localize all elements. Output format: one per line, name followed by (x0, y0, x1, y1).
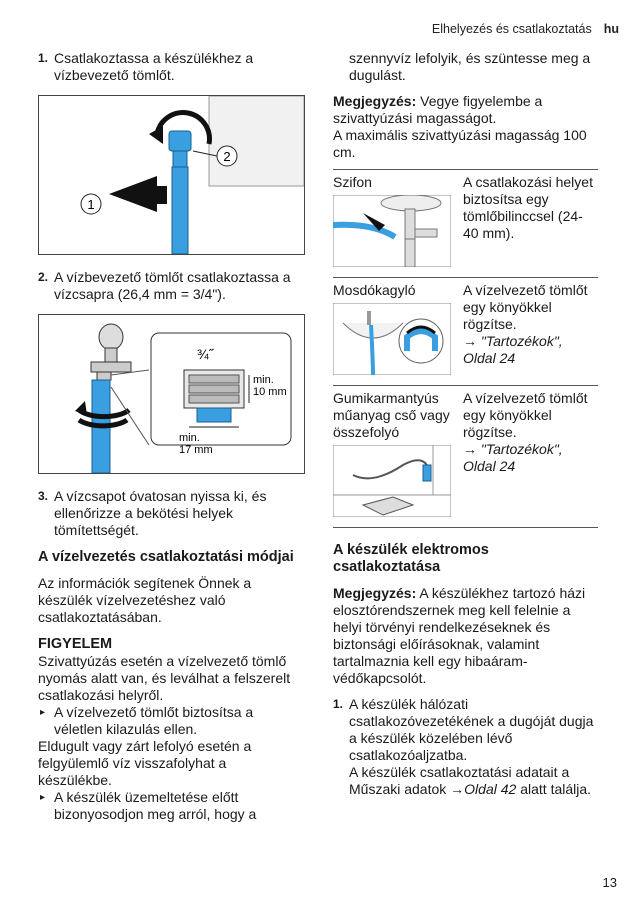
table-row (333, 170, 598, 278)
section-heading-drain: A vízelvezetés csatlakoztatási módjai (38, 549, 294, 565)
table-row (333, 386, 598, 528)
section-heading-electrical: A készülék elektromos csatlakoztatása (333, 542, 489, 575)
right-column (333, 50, 598, 798)
step-2: 2. A vízbevezető tömlőt csatlakoztassa a vízcsapra (26,4 mm = 3/4"). (38, 269, 291, 302)
note-label: Megjegyzés: (333, 93, 417, 109)
min-10-label-a: min. (253, 374, 274, 386)
min-17-label-a: min. (179, 432, 200, 444)
table-row (333, 278, 598, 386)
min-17-label-b: 17 mm (179, 444, 213, 456)
step-1-text: Csatlakoztassa a készülékhez a vízbevezető tömlőt. (54, 50, 254, 83)
bullet-marker: ▸ (40, 707, 46, 718)
siphon-illustration (333, 195, 451, 267)
drain-intro: Az információk segítenek Önnek a készülék vízelvezetéshez való csatlakoztatásában. (38, 575, 252, 625)
step-3: 3. A vízcsapot óvatosan nyissa ki, és ellenőrizze a bekötési helyek tömítettségét. (38, 488, 267, 538)
callout-2: 2 (223, 149, 231, 164)
row-desc: A vízelvezető tömlőt egy könyökkel rögzítse. (463, 390, 588, 440)
row-desc: A csatlakozási helyet biztosítsa egy tömlőbilinccsel (24-40 mm). (463, 174, 593, 241)
elec-step-1-text: A készülék hálózati csatlakozóvezetékének a dugóját dugja a készülék közelében lévő csatlakozóaljzatba. (349, 696, 594, 763)
warning-bullet-2: ▸ A készülék üzemeltetése előtt bizonyosodjon meg arról, hogy a (40, 789, 257, 822)
header-section: Elhelyezés és csatlakoztatás (431, 22, 592, 36)
elec-step-1: 1. A készülék hálózati csatlakozóvezetékének a dugóját dugja a készülék közelében lévő csatlakozóaljzatba. (333, 696, 594, 763)
bullet-continuation: szennyvíz lefolyik, és szüntesse meg a dugulást. (349, 50, 591, 83)
note-pump-height (333, 93, 598, 127)
page-number: 13 (602, 875, 617, 890)
note-text-2: A maximális szivattyúzási magasság 100 cm. (333, 127, 587, 160)
inlet-hose-illustration (39, 96, 304, 254)
step-3-text: A vízcsapot óvatosan nyissa ki, és ellenőrizze a bekötési helyek tömítettségét. (54, 488, 267, 538)
row-name: Szifon (333, 174, 372, 190)
header-lang: hu (603, 22, 619, 36)
tap-connection-illustration (39, 315, 304, 473)
note2-label: Megjegyzés: (333, 585, 417, 601)
row-desc: A vízelvezető tömlőt egy könyökkel rögzítse. (463, 282, 588, 332)
washbasin-illustration (333, 303, 451, 375)
figure-inlet-hose (38, 95, 305, 255)
warning-bullet-1: ▸ A vízelvezető tömlőt biztosítsa a véletlen kilazulás ellen. (40, 704, 254, 737)
row-name: Mosdókagyló (333, 282, 416, 298)
step-2-text: A vízbevezető tömlőt csatlakoztassa a vízcsapra (26,4 mm = 3/4"). (54, 269, 291, 302)
elec-step-1b: A készülék csatlakoztatási adatait a Műszaki adatok →Oldal 42 alatt találja. (349, 764, 592, 797)
bullet-marker: ▸ (40, 792, 46, 803)
accessories-link[interactable]: → "Tartozékok", Oldal 24 (463, 441, 563, 474)
drain-options-table (333, 169, 598, 528)
warning-text: Szivattyúzás esetén a vízelvezető tömlő nyomás alatt van, és leválhat a felszerelt csatlakozási helyről. (38, 653, 291, 703)
warning-title: FIGYELEM (38, 636, 113, 652)
note-text: Vegye figyelembe a szivattyúzási magasságot. (333, 93, 543, 126)
running-header (432, 22, 619, 36)
figure-tap-connection (38, 314, 305, 474)
accessories-link[interactable]: → "Tartozékok", Oldal 24 (463, 333, 563, 366)
row-name: Gumikarmantyús műanyag cső vagy összefolyó (333, 390, 450, 440)
step-1: 1. Csatlakoztassa a készülékhez a vízbevezető tömlőt. (38, 50, 254, 83)
warning-text-2: Eldugult vagy zárt lefolyó esetén a felgyülemlő víz visszafolyhat a készülékbe. (38, 738, 252, 788)
technical-data-link[interactable]: →Oldal 42 (450, 781, 517, 797)
callout-1: 1 (87, 197, 95, 212)
left-column (38, 50, 303, 823)
note2-text: A készülékhez tartozó házi elosztórendszernek meg kell felelnie a helyi törvényi rendelkezéseknek és biztonsági előírásoknak, valamint tartalmaznia kell egy hibaáram-védőkapcsolót. (333, 585, 586, 686)
min-10-label-b: 10 mm (253, 386, 287, 398)
thread-label: ¾˝ (197, 346, 214, 362)
note-electrical (333, 585, 598, 687)
floor-drain-illustration (333, 445, 451, 517)
